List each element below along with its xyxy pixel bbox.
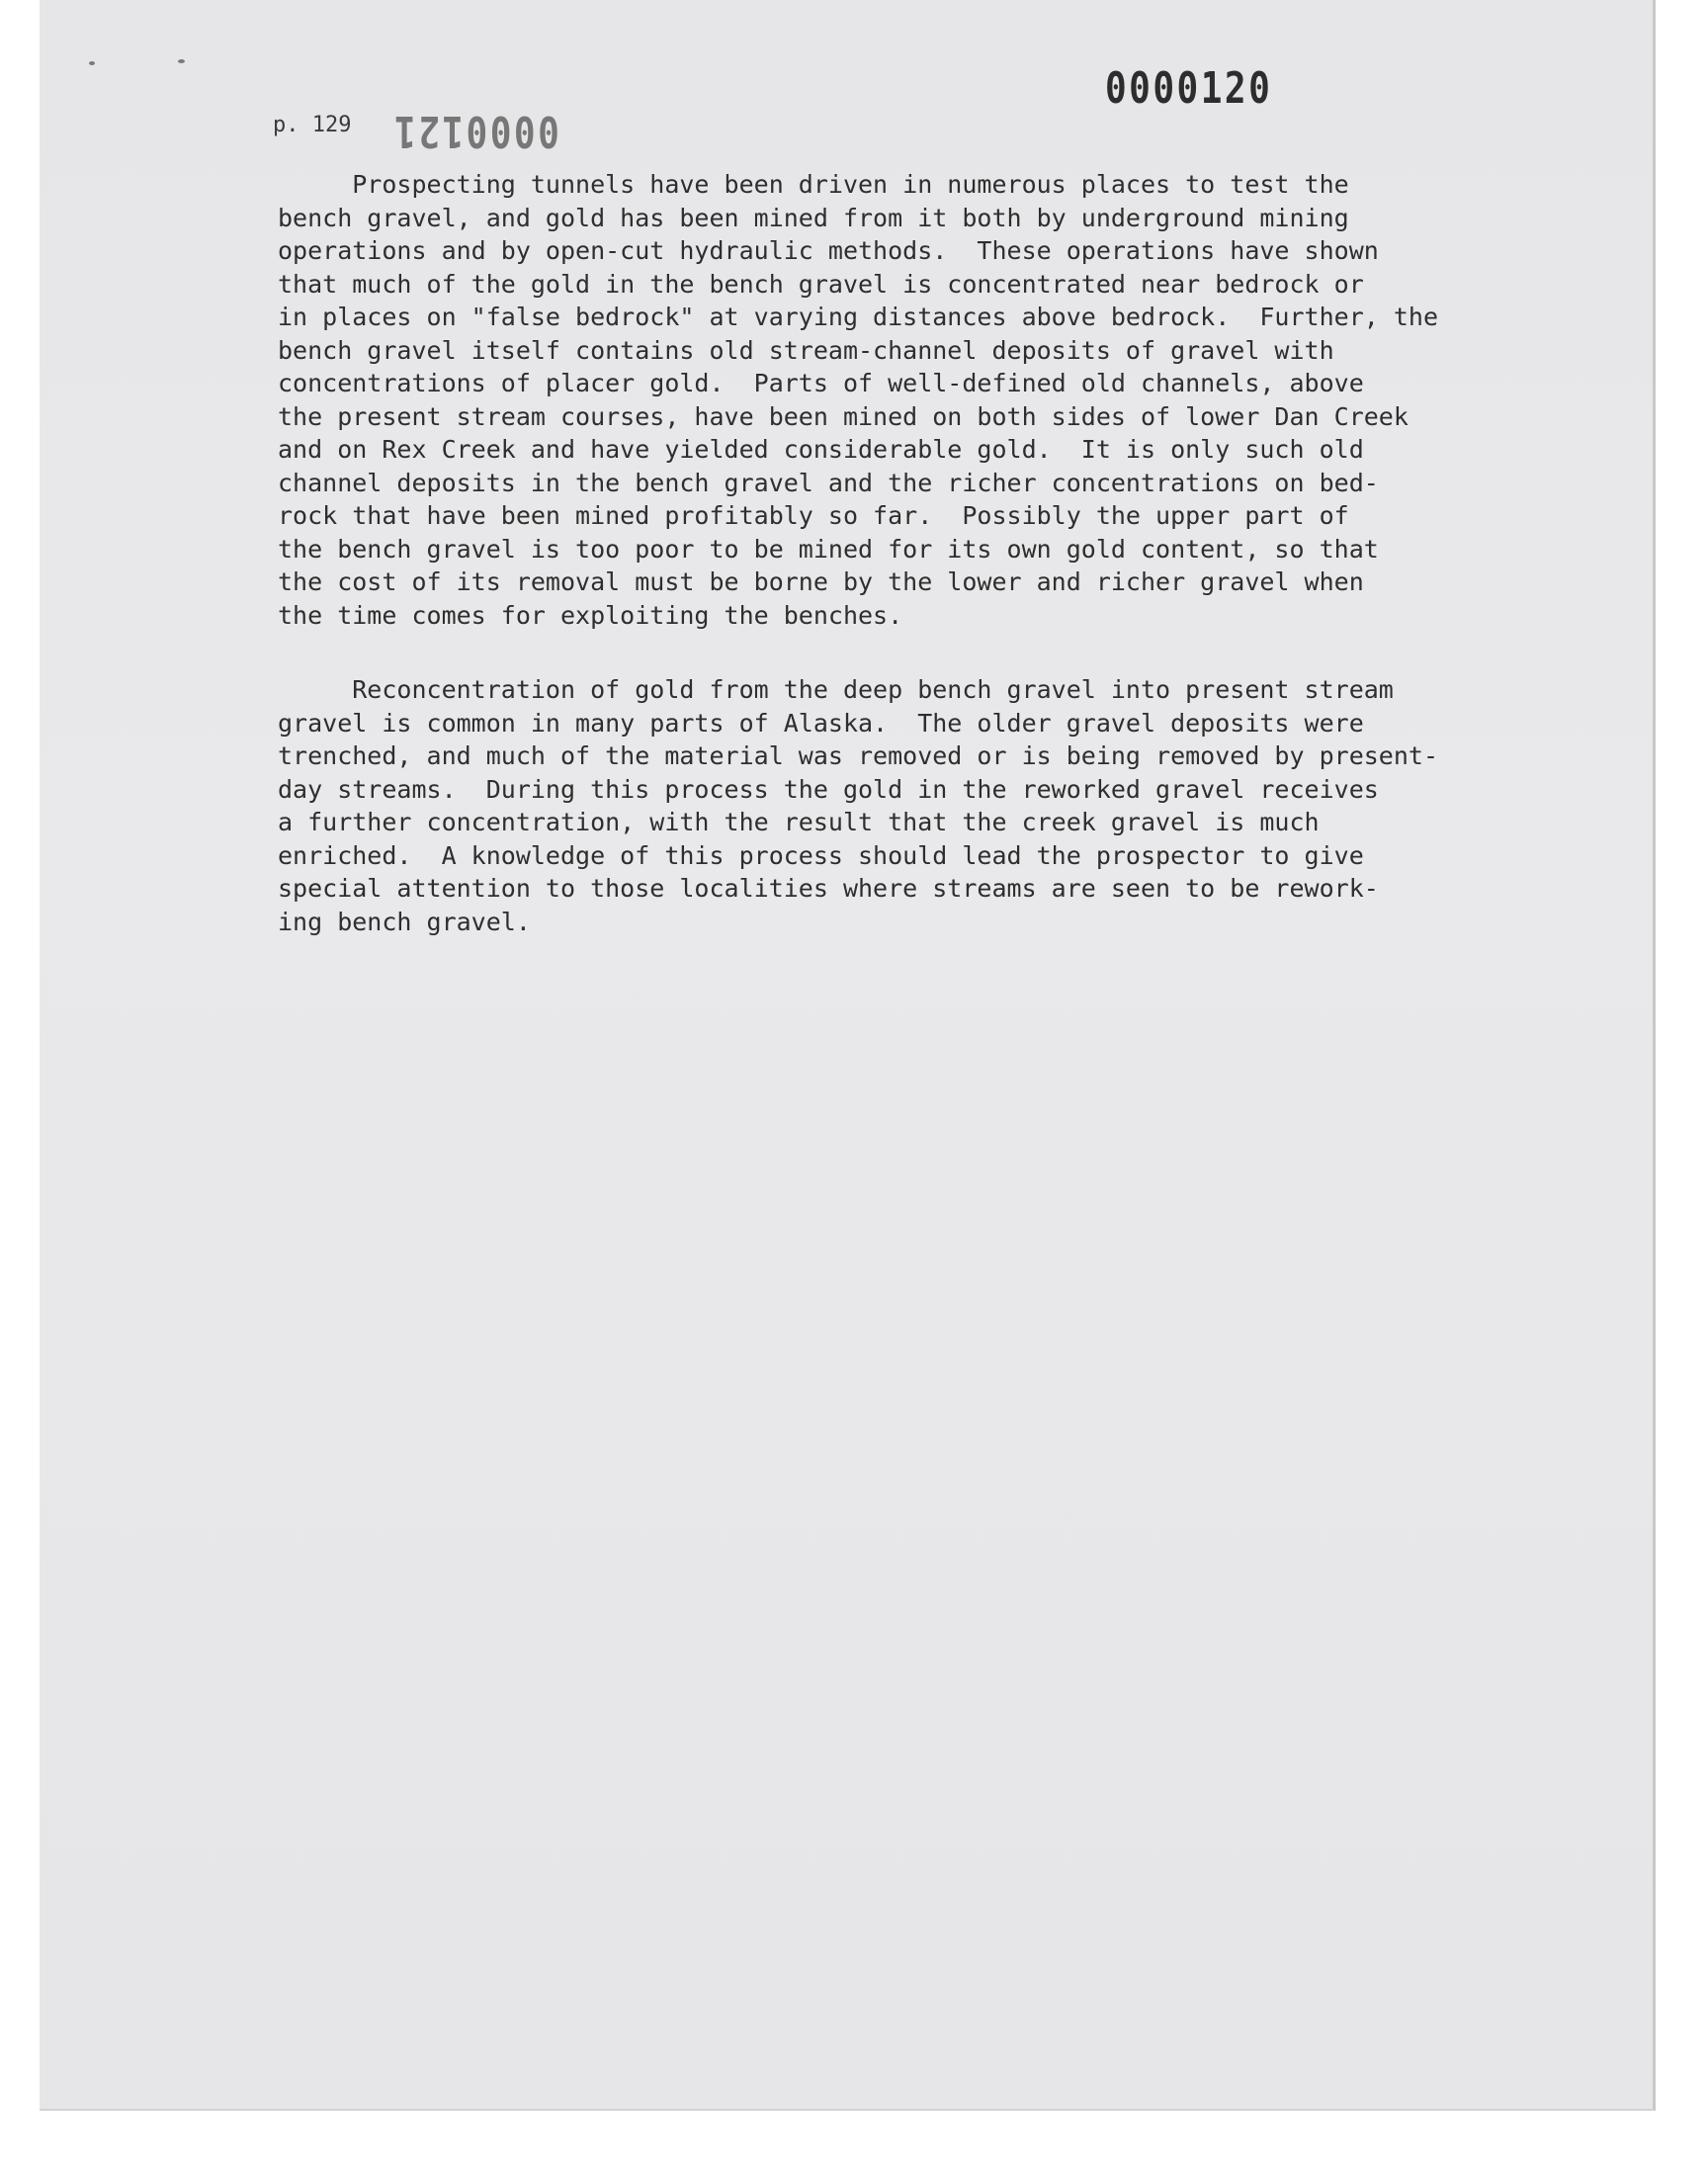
text-line: bench gravel, and gold has been mined from it both by underground mining — [278, 203, 1349, 232]
text-line: Prospecting tunnels have been driven in numerous places to test the — [278, 170, 1349, 199]
text-line: Reconcentration of gold from the deep bench gravel into present stream — [278, 675, 1394, 704]
scan-speck — [89, 61, 95, 65]
text-line: and on Rex Creek and have yielded considerable gold. It is only such old — [278, 435, 1364, 464]
text-line: the time comes for exploiting the benches. — [278, 600, 903, 630]
document-stamp-number: 0000120 — [1105, 63, 1273, 114]
text-line: enriched. A knowledge of this process should lead the prospector to give — [278, 840, 1364, 870]
text-line: concentrations of placer gold. Parts of well-defined old channels, above — [278, 369, 1364, 397]
text-line: the bench gravel is too poor to be mined for its own gold content, so that — [278, 534, 1379, 564]
text-line: special attention to those localities where streams are seen to be rework- — [278, 874, 1379, 903]
scan-speck — [178, 59, 185, 63]
text-line: the present stream courses, have been mined on both sides of lower Dan Creek — [278, 401, 1409, 431]
text-line: operations and by open-cut hydraulic methods. These operations have shown — [278, 236, 1379, 265]
text-line: the cost of its removal must be borne by the lower and richer gravel when — [278, 567, 1364, 596]
text-line: trenched, and much of the material was removed or is being removed by present- — [278, 741, 1438, 770]
text-line: a further concentration, with the result that the creek gravel is much — [278, 808, 1320, 836]
paragraph-reconcentration — [278, 673, 1582, 938]
text-line: in places on "false bedrock" at varying distances above bedrock. Further, the — [278, 303, 1438, 331]
bleed-through-stamp: 0000121 — [391, 106, 559, 156]
page-number-label: p. 129 — [273, 113, 352, 137]
text-line: bench gravel itself contains old stream-channel deposits of gravel with — [278, 335, 1334, 365]
text-line: that much of the gold in the bench gravel is concentrated near bedrock or — [278, 269, 1364, 299]
text-line: day streams. During this process the gold in the reworked gravel receives — [278, 774, 1379, 804]
text-line: channel deposits in the bench gravel and the richer concentrations on bed- — [278, 468, 1379, 497]
text-line: rock that have been mined profitably so far. Possibly the upper part of — [278, 501, 1349, 530]
text-line: ing bench gravel. — [278, 907, 531, 936]
paragraph-bench-gravel — [278, 168, 1582, 632]
text-line: gravel is common in many parts of Alaska. The older gravel deposits were — [278, 708, 1364, 738]
